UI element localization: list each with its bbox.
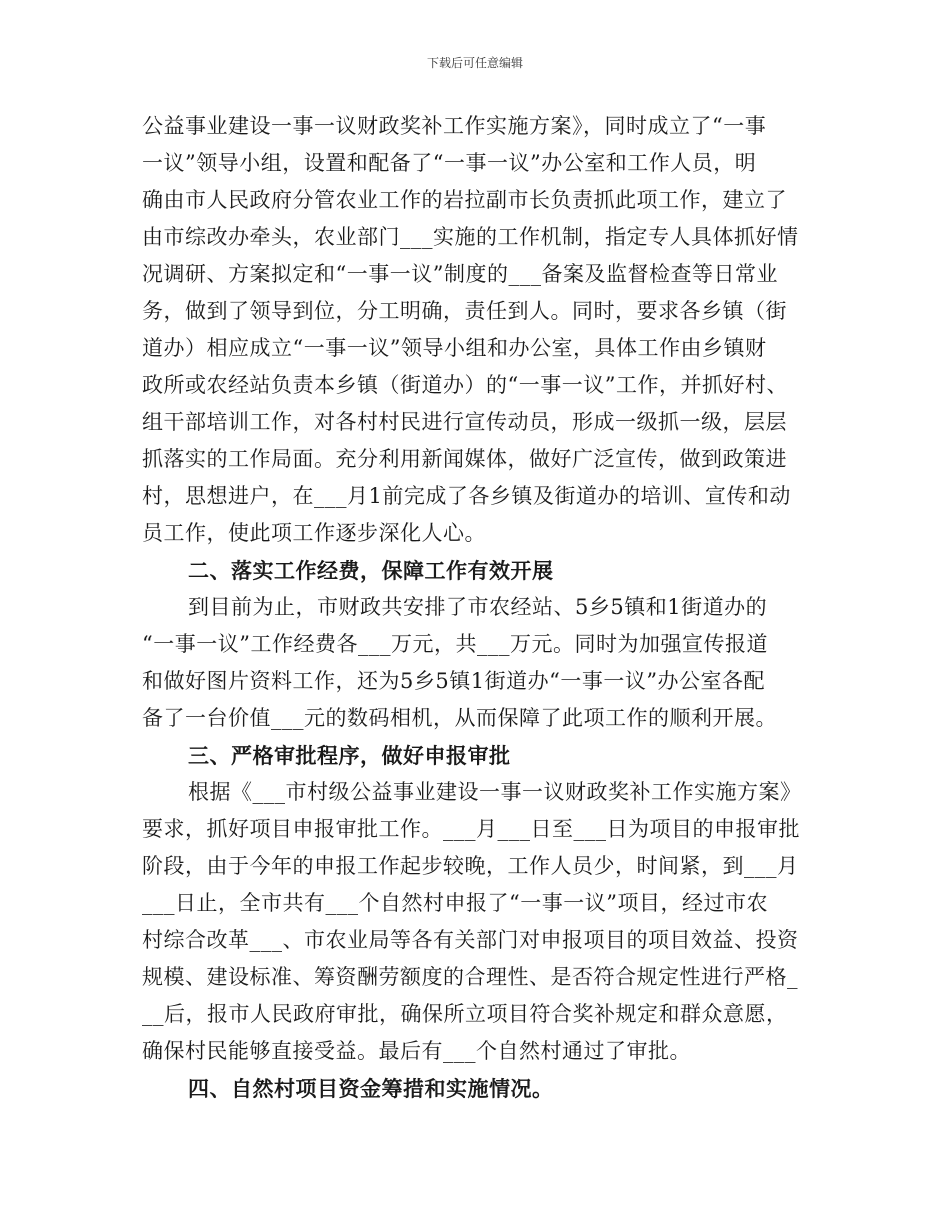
section-heading-2: 二、落实工作经费，保障工作有效开展 (188, 558, 554, 583)
paragraph-line: 组干部培训工作，对各村村民进行宣传动员，形成一级抓一级，层层 (142, 410, 787, 434)
section-heading-3: 三、严格审批程序，做好申报审批 (188, 743, 511, 768)
paragraph-line: 根据《___市村级公益事业建设一事一议财政奖补工作实施方案》 (188, 780, 802, 804)
paragraph-line: 要求，抓好项目申报审批工作。___月___日至___日为项目的申报审批 (142, 817, 800, 841)
paragraph-line: 阶段，由于今年的申报工作起步较晚，工作人员少，时间紧，到___月 (142, 854, 799, 878)
paragraph-line: 况调研、方案拟定和“一事一议”制度的___备案及监督检查等日常业 (142, 262, 778, 286)
paragraph-line: 务，做到了领导到位，分工明确，责任到人。同时，要求各乡镇（街 (142, 299, 787, 323)
paragraph-line: 备了一台价值___元的数码相机，从而保障了此项工作的顺利开展。 (142, 706, 777, 730)
paragraph-line: 一议”领导小组，设置和配备了“一事一议”办公室和工作人员，明 (142, 151, 757, 175)
paragraph-line: 村综合改革___、市农业局等各有关部门对申报项目的项目效益、投资 (142, 928, 799, 952)
paragraph-line: 政所或农经站负责本乡镇（街道办）的“一事一议”工作，并抓好村、 (142, 373, 788, 397)
paragraph-line: 公益事业建设一事一议财政奖补工作实施方案》，同时成立了“一事 (142, 114, 767, 138)
paragraph-line: 到目前为止，市财政共安排了市农经站、5乡5镇和1街道办的 (188, 595, 768, 619)
paragraph-line: ___日止，全市共有___个自然村申报了“一事一议”项目，经过市农 (142, 891, 768, 915)
paragraph-line: 由市综改办牵头，农业部门___实施的工作机制，指定专人具体抓好情 (142, 225, 799, 249)
paragraph-line: 抓落实的工作局面。充分利用新闻媒体，做好广泛宣传，做到政策进 (142, 447, 787, 471)
paragraph-line: “一事一议”工作经费各___万元，共___万元。同时为加强宣传报道 (142, 632, 768, 656)
paragraph-line: 道办）相应成立“一事一议”领导小组和办公室，具体工作由乡镇财 (142, 336, 767, 360)
paragraph-line: __后，报市人民政府审批，确保所立项目符合奖补规定和群众意愿， (142, 1002, 788, 1026)
paragraph-line: 员工作，使此项工作逐步深化人心。 (142, 521, 486, 545)
paragraph-line: 村，思想进户，在___月1前完成了各乡镇及街道办的培训、宣传和动 (142, 484, 791, 508)
paragraph-line: 确保村民能够直接受益。最后有___个自然村通过了审批。 (142, 1039, 691, 1063)
paragraph-line: 规模、建设标准、筹资酬劳额度的合理性、是否符合规定性进行严格_ (142, 965, 798, 989)
paragraph-line: 确由市人民政府分管农业工作的岩拉副市长负责抓此项工作，建立了 (142, 188, 787, 212)
document-body (142, 108, 818, 1107)
header-note: 下载后可任意编辑 (426, 56, 523, 70)
section-heading-4: 四、自然村项目资金筹措和实施情况。 (188, 1076, 554, 1101)
paragraph-line: 和做好图片资料工作，还为5乡5镇1街道办“一事一议”办公室各配 (142, 669, 766, 693)
